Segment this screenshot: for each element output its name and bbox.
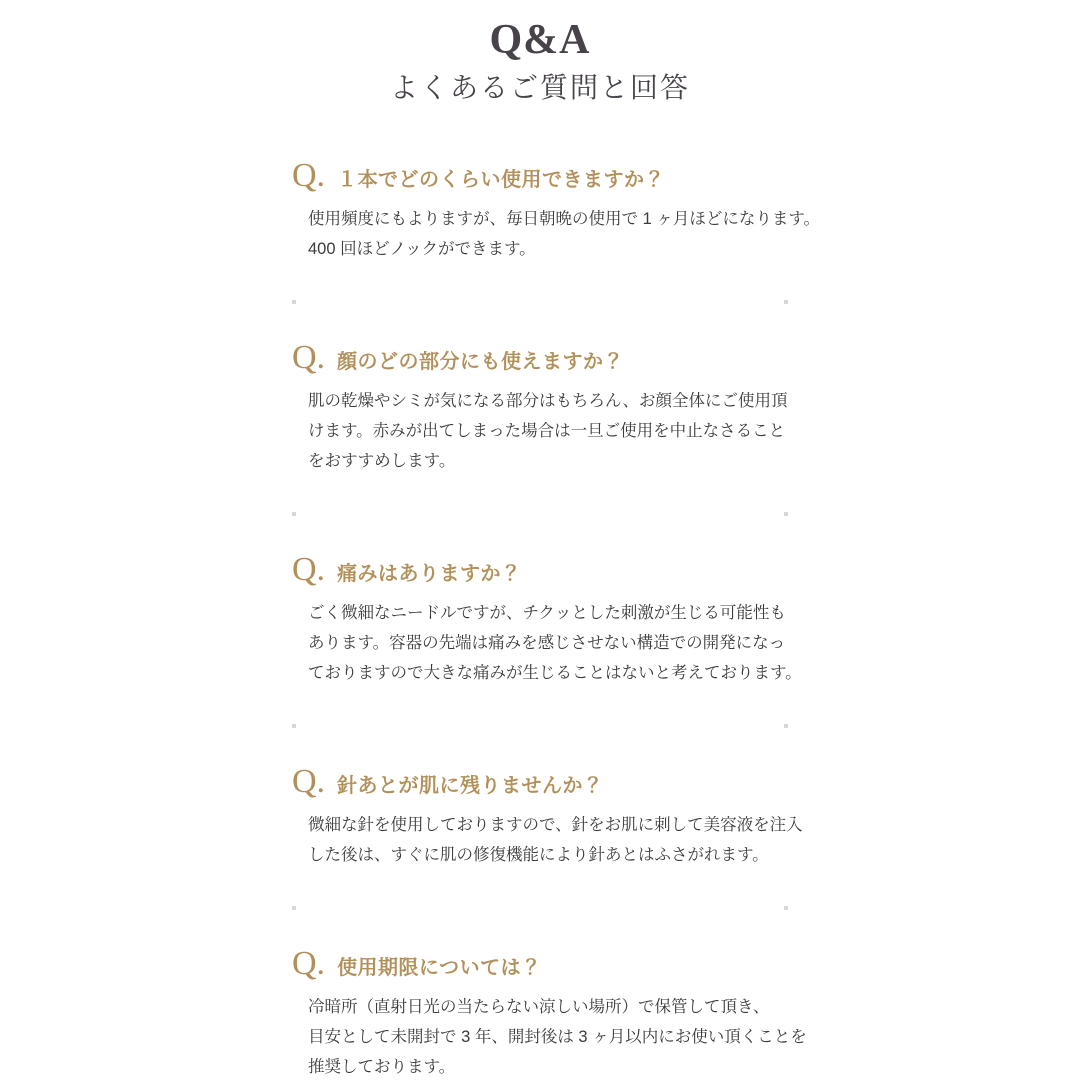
q-marker: Q. xyxy=(292,945,326,982)
divider-dot-left xyxy=(292,906,296,910)
page-subtitle: よくあるご質問と回答 xyxy=(389,73,690,104)
qa-answer xyxy=(308,810,803,870)
answer-line: けます。赤みが出てしまった場合は一旦ご使用を中止なさること xyxy=(308,422,786,440)
section-divider xyxy=(292,906,788,910)
divider-dot-left xyxy=(292,512,296,516)
q-marker: Q. xyxy=(292,339,326,376)
qa-question-heading xyxy=(292,340,788,376)
answer-line: 肌の乾燥やシミが気になる部分はもちろん、お顔全体にご使用頂 xyxy=(308,392,788,410)
qa-answer xyxy=(308,204,821,264)
answer-line: 冷暗所（直射日光の当たらない涼しい場所）で保管して頂き、 xyxy=(308,998,770,1016)
section-divider xyxy=(292,724,788,728)
answer-line: ごく微細なニードルですが、チクッとした刺激が生じる可能性も xyxy=(308,604,786,622)
divider-dot-left xyxy=(292,300,296,304)
qa-answer xyxy=(308,386,788,476)
section-divider xyxy=(292,512,788,516)
section-divider xyxy=(292,300,788,304)
divider-dot-right xyxy=(784,512,788,516)
question-text: 針あとが肌に残りませんか？ xyxy=(337,775,604,797)
qa-question-heading xyxy=(292,946,788,982)
question-text: 使用期限については？ xyxy=(337,957,542,979)
divider-dot-left xyxy=(292,724,296,728)
answer-line: した後は、すぐに肌の修復機能により針あとはふさがれます。 xyxy=(308,846,769,864)
answer-line: ておりますので大きな痛みが生じることはないと考えております。 xyxy=(308,664,802,682)
qa-item xyxy=(292,157,821,264)
q-marker: Q. xyxy=(292,157,326,194)
question-text: １本でどのくらい使用できますか？ xyxy=(337,169,666,191)
qa-list xyxy=(292,157,821,1082)
qa-answer xyxy=(308,598,802,688)
q-marker: Q. xyxy=(292,763,326,800)
qa-answer xyxy=(308,992,807,1082)
answer-line: 目安として未開封で 3 年、開封後は 3 ヶ月以内にお使い頂くことを xyxy=(308,1028,807,1046)
qa-item xyxy=(292,551,802,688)
answer-line: 推奨しております。 xyxy=(308,1058,456,1076)
answer-line: をおすすめします。 xyxy=(308,452,456,470)
qa-item xyxy=(292,945,807,1082)
answer-line: あります。容器の先端は痛みを感じさせない構造での開発になっ xyxy=(308,634,786,652)
qa-question-heading xyxy=(292,158,788,194)
qa-item xyxy=(292,763,803,870)
qa-question-heading xyxy=(292,552,788,588)
answer-line: 400 回ほどノックができます。 xyxy=(308,240,536,258)
divider-dot-right xyxy=(784,906,788,910)
divider-dot-right xyxy=(784,300,788,304)
divider-dot-right xyxy=(784,724,788,728)
page-title: Q&A xyxy=(489,17,591,63)
qa-item xyxy=(292,340,788,476)
answer-line: 使用頻度にもよりますが、毎日朝晩の使用で 1 ヶ月ほどになります。 xyxy=(308,210,821,228)
q-marker: Q. xyxy=(292,551,326,588)
question-text: 痛みはありますか？ xyxy=(337,563,522,585)
answer-line: 微細な針を使用しておりますので、針をお肌に刺して美容液を注入 xyxy=(308,816,803,834)
page-header xyxy=(0,0,1080,106)
qa-question-heading xyxy=(292,764,788,800)
question-text: 顔のどの部分にも使えますか？ xyxy=(337,351,625,373)
